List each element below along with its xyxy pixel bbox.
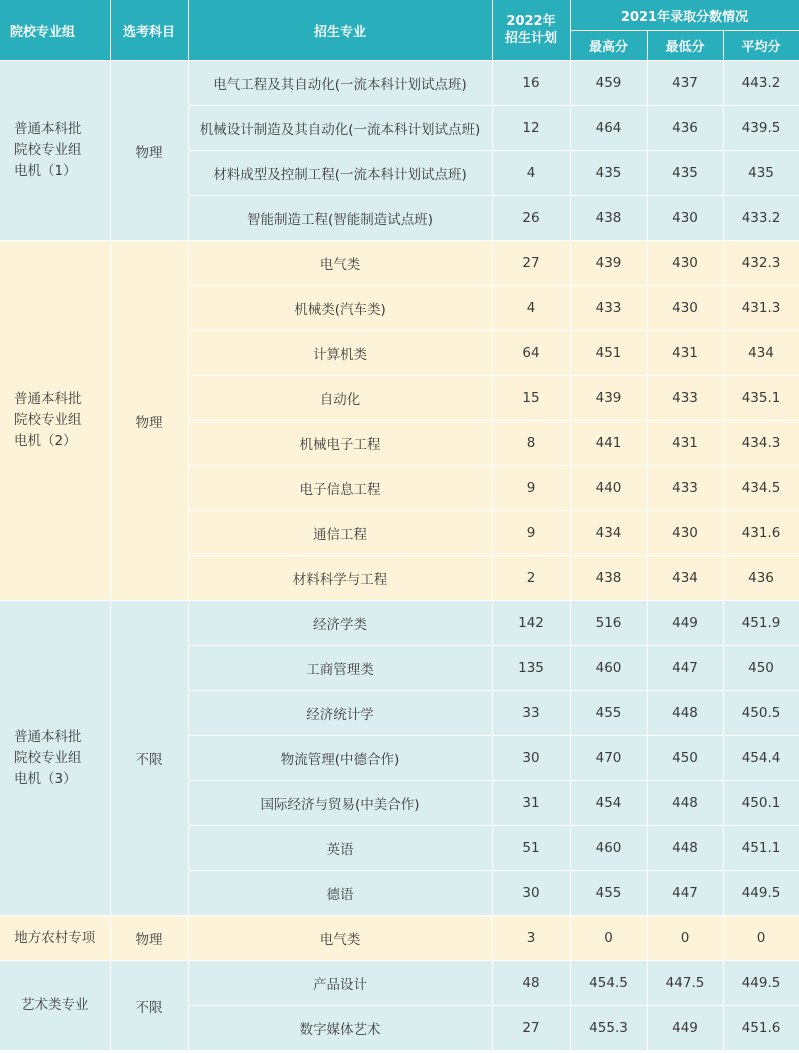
min-cell: 435 xyxy=(647,151,723,196)
max-cell: 454.5 xyxy=(570,961,647,1006)
group-name-line: 艺术类专业 xyxy=(21,997,89,1013)
avg-cell: 450.5 xyxy=(723,691,799,736)
avg-cell: 431.6 xyxy=(723,511,799,556)
plan-cell: 33 xyxy=(492,691,570,736)
min-cell: 447 xyxy=(647,646,723,691)
max-cell: 435 xyxy=(570,151,647,196)
major-cell: 电气类 xyxy=(188,241,492,286)
min-cell: 433 xyxy=(647,466,723,511)
plan-cell: 48 xyxy=(492,961,570,1006)
min-cell: 431 xyxy=(647,421,723,466)
plan-cell: 2 xyxy=(492,556,570,601)
header-plan-line2: 招生计划 xyxy=(504,31,557,46)
plan-cell: 27 xyxy=(492,241,570,286)
subject-cell: 不限 xyxy=(110,601,188,916)
min-cell: 450 xyxy=(647,736,723,781)
min-cell: 449 xyxy=(647,601,723,646)
max-cell: 464 xyxy=(570,106,647,151)
group-name-cell xyxy=(0,961,110,1051)
avg-cell: 432.3 xyxy=(723,241,799,286)
header-max: 最高分 xyxy=(570,31,647,61)
min-cell: 434 xyxy=(647,556,723,601)
group-name-line: 普通本科批 xyxy=(14,121,82,137)
avg-cell: 451.6 xyxy=(723,1006,799,1051)
table-header xyxy=(0,0,799,61)
group-name-line: 普通本科批 xyxy=(14,728,82,745)
plan-cell: 31 xyxy=(492,781,570,826)
max-cell: 0 xyxy=(570,916,647,961)
plan-cell: 30 xyxy=(492,871,570,916)
major-cell: 材料成型及控制工程(一流本科计划试点班) xyxy=(188,151,492,196)
avg-cell: 434.5 xyxy=(723,466,799,511)
max-cell: 460 xyxy=(570,646,647,691)
group-name-line: 电机（1） xyxy=(14,163,77,179)
plan-cell: 12 xyxy=(492,106,570,151)
group-name-line: 院校专业组 xyxy=(14,749,82,766)
plan-cell: 142 xyxy=(492,601,570,646)
max-cell: 455.3 xyxy=(570,1006,647,1051)
plan-cell: 26 xyxy=(492,196,570,241)
table-body xyxy=(0,61,799,1051)
major-cell: 智能制造工程(智能制造试点班) xyxy=(188,196,492,241)
major-cell: 经济学类 xyxy=(188,601,492,646)
major-cell: 机械设计制造及其自动化(一流本科计划试点班) xyxy=(188,106,492,151)
max-cell: 516 xyxy=(570,601,647,646)
max-cell: 455 xyxy=(570,871,647,916)
avg-cell: 451.1 xyxy=(723,826,799,871)
min-cell: 449 xyxy=(647,1006,723,1051)
header-plan xyxy=(492,0,570,61)
min-cell: 431 xyxy=(647,331,723,376)
major-cell: 数字媒体艺术 xyxy=(188,1006,492,1051)
avg-cell: 436 xyxy=(723,556,799,601)
plan-cell: 51 xyxy=(492,826,570,871)
plan-cell: 8 xyxy=(492,421,570,466)
min-cell: 448 xyxy=(647,691,723,736)
major-cell: 通信工程 xyxy=(188,511,492,556)
plan-cell: 4 xyxy=(492,286,570,331)
group-name-line: 院校专业组 xyxy=(14,142,82,158)
group-name-cell xyxy=(0,61,110,241)
table-row xyxy=(0,916,799,961)
plan-cell: 4 xyxy=(492,151,570,196)
table-row xyxy=(0,601,799,646)
header-subject: 选考科目 xyxy=(110,0,188,61)
major-cell: 英语 xyxy=(188,826,492,871)
avg-cell: 451.9 xyxy=(723,601,799,646)
group-name-line: 院校专业组 xyxy=(14,412,82,428)
min-cell: 430 xyxy=(647,286,723,331)
major-cell: 机械电子工程 xyxy=(188,421,492,466)
subject-cell: 物理 xyxy=(110,61,188,241)
major-cell: 电气工程及其自动化(一流本科计划试点班) xyxy=(188,61,492,106)
table-row xyxy=(0,961,799,1006)
subject-cell: 不限 xyxy=(110,961,188,1051)
major-cell: 计算机类 xyxy=(188,331,492,376)
major-cell: 电子信息工程 xyxy=(188,466,492,511)
avg-cell: 449.5 xyxy=(723,871,799,916)
min-cell: 433 xyxy=(647,376,723,421)
avg-cell: 454.4 xyxy=(723,736,799,781)
avg-cell: 431.3 xyxy=(723,286,799,331)
min-cell: 447.5 xyxy=(647,961,723,1006)
min-cell: 0 xyxy=(647,916,723,961)
max-cell: 439 xyxy=(570,241,647,286)
max-cell: 438 xyxy=(570,556,647,601)
major-cell: 机械类(汽车类) xyxy=(188,286,492,331)
max-cell: 455 xyxy=(570,691,647,736)
major-cell: 工商管理类 xyxy=(188,646,492,691)
min-cell: 447 xyxy=(647,871,723,916)
max-cell: 434 xyxy=(570,511,647,556)
group-name-line: 普通本科批 xyxy=(14,391,82,407)
avg-cell: 449.5 xyxy=(723,961,799,1006)
avg-cell: 434 xyxy=(723,331,799,376)
plan-cell: 15 xyxy=(492,376,570,421)
avg-cell: 439.5 xyxy=(723,106,799,151)
header-major: 招生专业 xyxy=(188,0,492,61)
table-row xyxy=(0,241,799,286)
avg-cell: 435.1 xyxy=(723,376,799,421)
plan-cell: 135 xyxy=(492,646,570,691)
table-row xyxy=(0,61,799,106)
major-cell: 自动化 xyxy=(188,376,492,421)
avg-cell: 433.2 xyxy=(723,196,799,241)
max-cell: 438 xyxy=(570,196,647,241)
avg-cell: 434.3 xyxy=(723,421,799,466)
group-name-cell xyxy=(0,241,110,601)
max-cell: 454 xyxy=(570,781,647,826)
group-name-cell xyxy=(0,601,110,916)
avg-cell: 450 xyxy=(723,646,799,691)
max-cell: 441 xyxy=(570,421,647,466)
major-cell: 产品设计 xyxy=(188,961,492,1006)
plan-cell: 9 xyxy=(492,466,570,511)
plan-cell: 27 xyxy=(492,1006,570,1051)
avg-cell: 450.1 xyxy=(723,781,799,826)
major-cell: 国际经济与贸易(中美合作) xyxy=(188,781,492,826)
plan-cell: 9 xyxy=(492,511,570,556)
min-cell: 430 xyxy=(647,196,723,241)
header-group: 院校专业组 xyxy=(0,0,110,61)
max-cell: 433 xyxy=(570,286,647,331)
header-plan-line1: 2022年 xyxy=(506,14,556,29)
plan-cell: 64 xyxy=(492,331,570,376)
avg-cell: 435 xyxy=(723,151,799,196)
max-cell: 470 xyxy=(570,736,647,781)
min-cell: 448 xyxy=(647,826,723,871)
group-name-line: 地方农村专项 xyxy=(14,929,96,946)
max-cell: 460 xyxy=(570,826,647,871)
max-cell: 439 xyxy=(570,376,647,421)
avg-cell: 443.2 xyxy=(723,61,799,106)
max-cell: 451 xyxy=(570,331,647,376)
avg-cell: 0 xyxy=(723,916,799,961)
header-min: 最低分 xyxy=(647,31,723,61)
plan-cell: 3 xyxy=(492,916,570,961)
major-cell: 德语 xyxy=(188,871,492,916)
min-cell: 436 xyxy=(647,106,723,151)
group-name-line: 电机（2） xyxy=(14,433,77,449)
group-name-cell xyxy=(0,916,110,961)
major-cell: 物流管理(中德合作) xyxy=(188,736,492,781)
subject-cell: 物理 xyxy=(110,916,188,961)
max-cell: 440 xyxy=(570,466,647,511)
major-cell: 材料科学与工程 xyxy=(188,556,492,601)
min-cell: 430 xyxy=(647,241,723,286)
min-cell: 437 xyxy=(647,61,723,106)
min-cell: 430 xyxy=(647,511,723,556)
plan-cell: 30 xyxy=(492,736,570,781)
header-avg: 平均分 xyxy=(723,31,799,61)
subject-cell: 物理 xyxy=(110,241,188,601)
major-cell: 电气类 xyxy=(188,916,492,961)
max-cell: 459 xyxy=(570,61,647,106)
plan-cell: 16 xyxy=(492,61,570,106)
major-cell: 经济统计学 xyxy=(188,691,492,736)
min-cell: 448 xyxy=(647,781,723,826)
header-scores-title: 2021年录取分数情况 xyxy=(570,0,799,31)
group-name-line: 电机（3） xyxy=(14,770,77,787)
